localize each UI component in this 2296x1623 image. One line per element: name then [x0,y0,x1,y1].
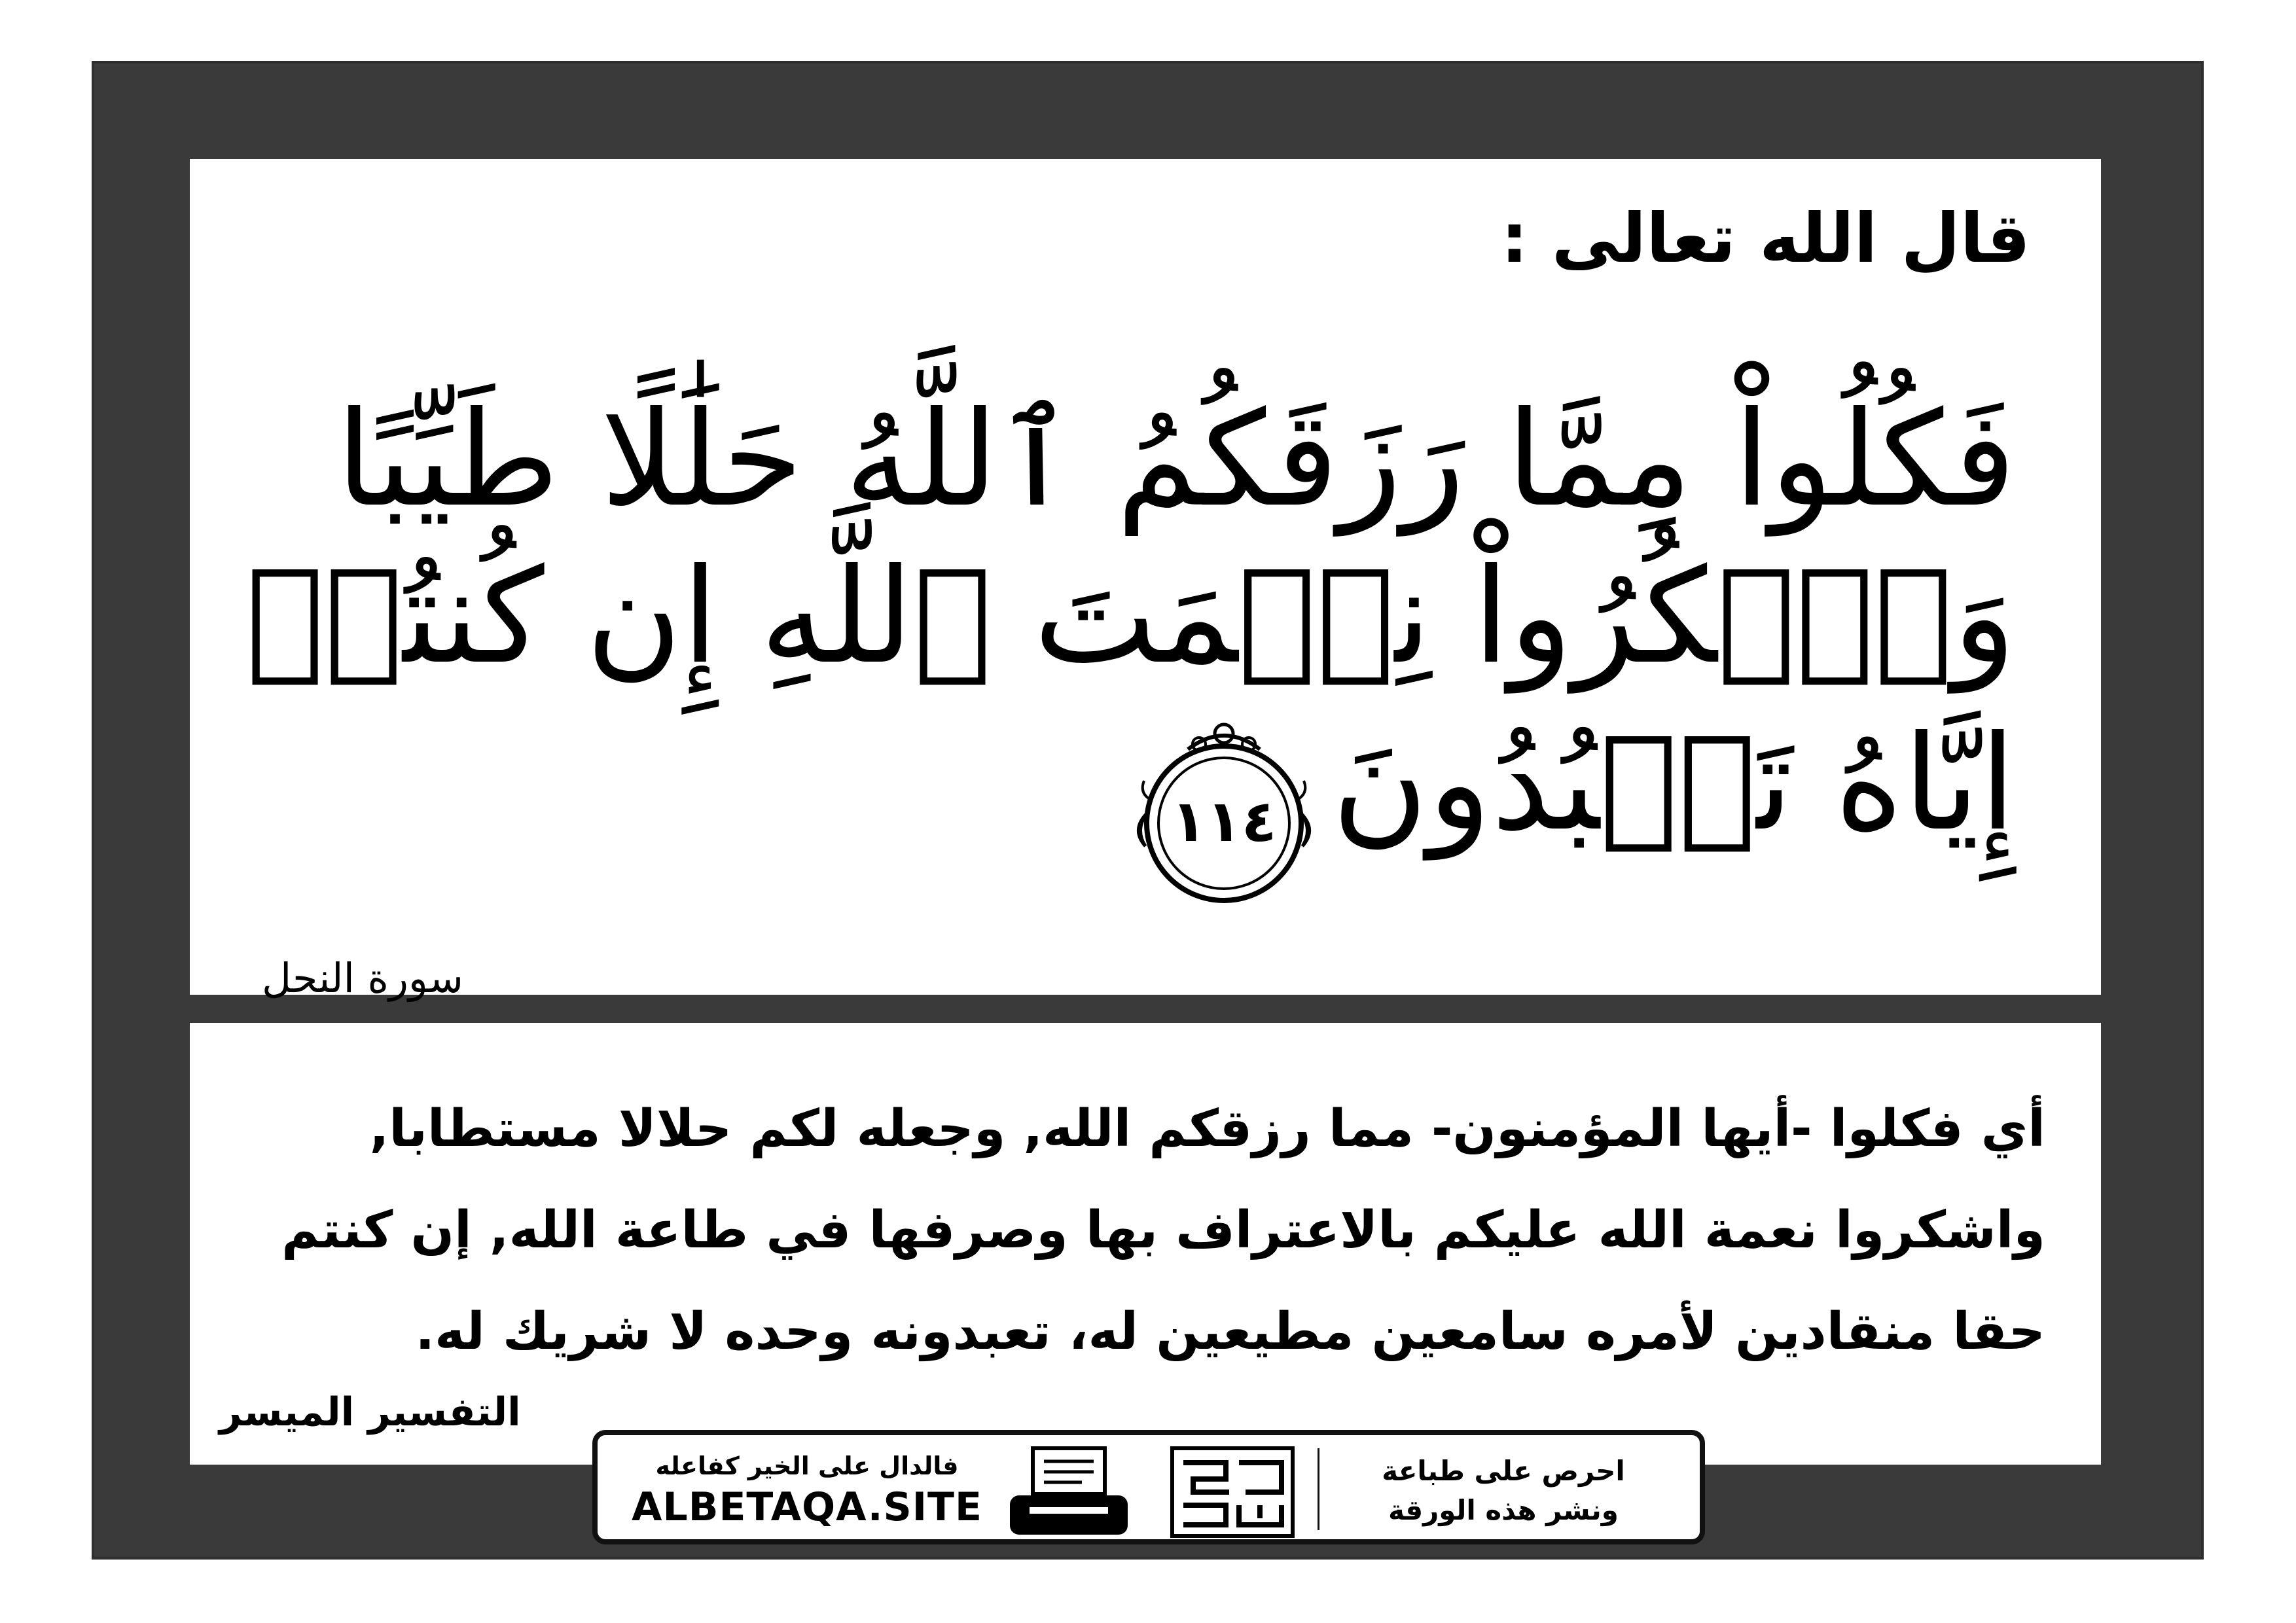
footer-cta-line-2: ونشر هذه الورقة [1388,1494,1619,1526]
tafsir-source: التفسير الميسر [219,1389,521,1435]
verse-heading: قال الله تعالى : [1501,198,2030,278]
dawa-bilwaraqa-logo [1167,1443,1298,1541]
printer-icon [1003,1443,1134,1541]
verse-line-1: فَكُلُواْ مِمَّا رَزَقَكُمُ ٱللَّهُ حَلَٰلًا طَيِّبًا [336,383,2016,536]
verse-panel [190,159,2101,1002]
footer-cta-line-1: احرص على طباعة [1382,1455,1625,1487]
tafsir-line-3: حقا منقادين لأمره سامعين مطيعين له، تعبدونه وحده لا شريك له. [415,1302,2045,1361]
footer-banner [592,1430,1705,1544]
tafsir-text [255,1079,2045,1383]
footer-call-to-action [1333,1452,1674,1530]
footer-site-link[interactable]: ALBETAQA.SITE [632,1484,982,1530]
ayah-number-marker [1126,715,1322,912]
footer-site-block [624,1452,990,1530]
tafsir-panel [190,1023,2101,1465]
tafsir-line-2: واشكروا نعمة الله عليكم بالاعتراف بها وصرفها في طاعة الله, إن كنتم [281,1201,2045,1260]
card-frame [92,61,2204,1560]
footer-motto: فالدال على الخير كفاعله [655,1452,959,1480]
verse-line-2: وَٱشۡكُرُواْ نِعۡمَتَ ٱللَّهِ إِن كُنتُمۡ [245,541,2016,693]
ayah-number: ١١٤ [1171,787,1277,855]
surah-name: سورة النحل [262,954,463,1002]
verse-line-3: إِيَّاهُ تَعۡبُدُونَ [1331,707,2016,860]
tafsir-line-1: أي فكلوا -أيها المؤمنون- مما رزقكم الله, وجعله لكم حلالا مستطابا, [369,1099,2045,1158]
footer-divider [1318,1448,1319,1530]
